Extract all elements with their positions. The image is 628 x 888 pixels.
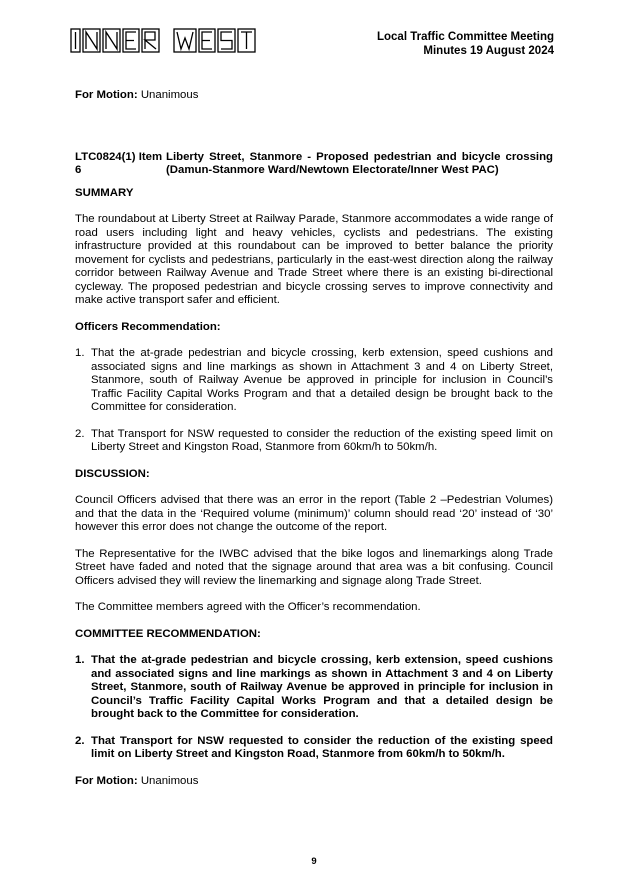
meeting-header bbox=[377, 30, 554, 58]
list-text: That the at-grade pedestrian and bicycle crossing, kerb extension, speed cushions and associated signs and line markings as shown in Attachment 3 and 4 on Liberty Street, Stanmore, south of Railway Avenue be approved in principle for inclusion in Council’s Traffic Facility Capital Works Program and that a detailed design be brought back to the Committee for consideration. bbox=[91, 654, 553, 720]
motion-value: Unanimous bbox=[140, 89, 199, 101]
officers-list bbox=[75, 347, 553, 455]
list-text: That Transport for NSW requested to consider the reduction of the existing speed limit on Liberty Street and Kingston Road, Stanmore from 60km/h to 50km/h. bbox=[91, 427, 553, 453]
list-item bbox=[75, 347, 553, 415]
list-number: 2. bbox=[75, 734, 85, 747]
page-number: 9 bbox=[311, 856, 317, 867]
list-text: That the at-grade pedestrian and bicycle crossing, kerb extension, speed cushions and associated signs and line markings as shown in Attachment 3 and 4 on Liberty Street, Stanmore, south of Railway Avenue be approved in principle for inclusion in Council’s Traffic Facility Capital Works Program and that a detailed design be brought back to the Committee for consideration. bbox=[91, 347, 553, 413]
list-item bbox=[75, 428, 553, 455]
motion-value: Unanimous bbox=[140, 774, 199, 787]
discussion-paragraph: The Representative for the IWBC advised that the bike logos and linemarkings along Trade Street have faded and noted that the signage around that area was a bit confusing. Council Officers advised they will review the linemarking and signage along Trade Street. bbox=[75, 547, 553, 587]
discussion-paragraph: Council Officers advised that there was an error in the report (Table 2 –Pedestrian Volumes) and that the data in the ‘Required volume (minimum)’ column should read ‘20’ instead of ‘30’ however this error does not change the outcome of the report. bbox=[75, 494, 553, 533]
officers-heading: Officers Recommendation: bbox=[75, 320, 221, 333]
list-number: 2. bbox=[75, 427, 85, 440]
motion-bottom bbox=[75, 775, 553, 789]
item-code: LTC0824(1) Item 6 bbox=[75, 150, 163, 176]
motion-top bbox=[75, 89, 553, 103]
list-item bbox=[75, 735, 553, 762]
motion-label: For Motion: bbox=[75, 89, 138, 101]
motion-label: For Motion: bbox=[75, 774, 138, 787]
item-title: Liberty Street, Stanmore - Proposed pedestrian and bicycle crossing (Damun-Stanmore Ward/Newtown Electorate/Inner West PAC) bbox=[166, 150, 553, 176]
meeting-title: Local Traffic Committee Meeting bbox=[376, 31, 554, 43]
list-item bbox=[75, 654, 553, 722]
summary-heading: SUMMARY bbox=[75, 186, 134, 199]
list-number: 1. bbox=[75, 654, 85, 666]
list-text: That Transport for NSW requested to consider the reduction of the existing speed limit on Liberty Street and Kingston Road, Stanmore from 60km/h to 50km/h. bbox=[91, 734, 553, 760]
item-heading bbox=[75, 151, 553, 178]
committee-heading: COMMITTEE RECOMMENDATION: bbox=[75, 627, 261, 640]
meeting-date: Minutes 19 August 2024 bbox=[423, 45, 554, 57]
inner-west-logo bbox=[70, 26, 270, 56]
minutes-content bbox=[75, 89, 553, 788]
summary-text: The roundabout at Liberty Street at Railway Parade, Stanmore accommodates a wide range of road users including light and heavy vehicles, cyclists and pedestrians. The existing infrastructure provided at this roundabout can be improved to better balance the priority movement for cyclists and pedestrians, particularly in the east-west direction along the railway corridor between Railway Avenue and Trade Street where there is an existing bi-directional cycleway. The proposed pedestrian and bicycle crossing serves to improve connectivity and make active transport safer and efficient. bbox=[75, 213, 553, 306]
discussion-heading: DISCUSSION: bbox=[75, 467, 150, 480]
discussion-paragraph: The Committee members agreed with the Officer’s recommendation. bbox=[75, 601, 421, 613]
committee-list bbox=[75, 654, 553, 762]
list-number: 1. bbox=[75, 347, 85, 359]
